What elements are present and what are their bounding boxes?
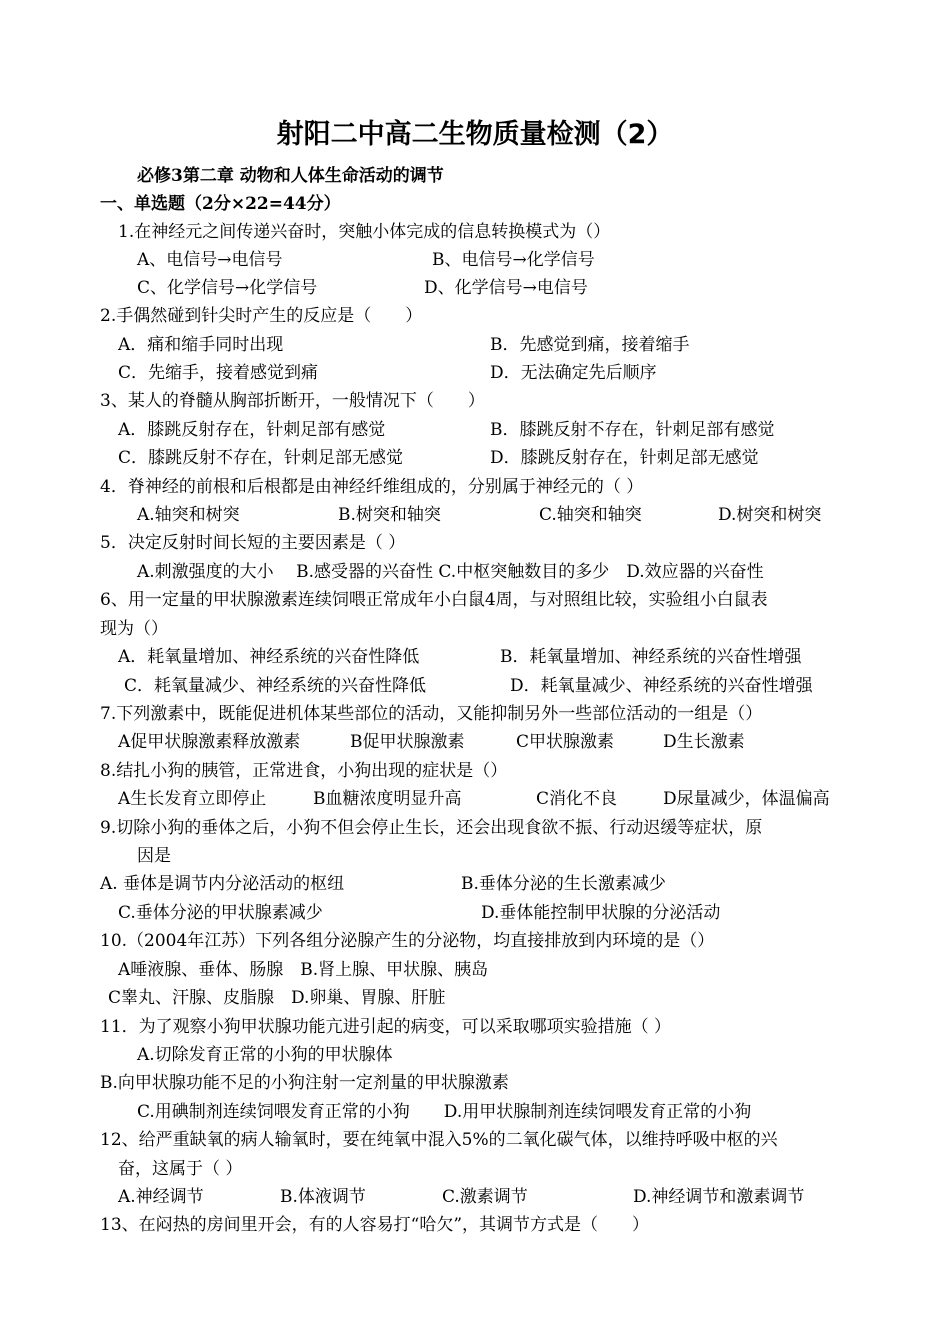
question-6-option-d: D．耗氧量减少、神经系统的兴奋性增强 xyxy=(510,676,813,696)
question-4-option-b: B.树突和轴突 xyxy=(338,505,441,525)
question-4-option-d: D.树突和树突 xyxy=(718,505,822,525)
page-title: 射阳二中高二生物质量检测（2） xyxy=(276,119,674,150)
question-8-option-c: C消化不良 xyxy=(536,789,618,809)
question-5-options: A.刺激强度的大小 B.感受器的兴奋性 C.中枢突触数目的多少 D.效应器的兴奋性 xyxy=(137,562,764,582)
question-10-options-ab: A唾液腺、垂体、肠腺 B.肾上腺、甲状腺、胰岛 xyxy=(118,960,489,980)
question-10-stem: 10.（2004年江苏）下列各组分泌腺产生的分泌物，均直接排放到内环境的是（） xyxy=(100,931,715,951)
question-6-stem-line-1: 6、用一定量的甲状腺激素连续饲喂正常成年小白鼠4周，与对照组比较，实验组小白鼠表 xyxy=(100,590,768,610)
question-10-options-cd: C睾丸、汗腺、皮脂腺 D.卵巢、胃腺、肝脏 xyxy=(108,988,446,1008)
chapter-subtitle: 必修3第二章 动物和人体生命活动的调节 xyxy=(137,166,444,186)
question-1-stem: 1.在神经元之间传递兴奋时，突触小体完成的信息转换模式为（） xyxy=(118,222,611,242)
question-4-option-c: C.轴突和轴突 xyxy=(539,505,642,525)
question-7-option-c: C甲状腺激素 xyxy=(516,732,615,752)
question-8-stem: 8.结扎小狗的胰管，正常进食，小狗出现的症状是（） xyxy=(100,761,508,781)
question-12-stem-line-1: 12、给严重缺氧的病人输氧时，要在纯氧中混入5%的二氧化碳气体，以维持呼吸中枢的兴 xyxy=(100,1130,778,1150)
question-12-option-a: A.神经调节 xyxy=(118,1187,204,1207)
question-6-option-c: C．耗氧量减少、神经系统的兴奋性降低 xyxy=(124,676,427,696)
question-1-option-c: C、化学信号→化学信号 xyxy=(137,278,318,298)
question-11-option-a: A.切除发育正常的小狗的甲状腺体 xyxy=(137,1045,393,1065)
question-3-stem: 3、某人的脊髓从胸部折断开，一般情况下（ ） xyxy=(100,391,485,411)
question-7-option-d: D生长激素 xyxy=(663,732,745,752)
question-11-stem: 11．为了观察小狗甲状腺功能亢进引起的病变，可以采取哪项实验措施（ ） xyxy=(100,1017,672,1037)
question-3-option-d: D．膝跳反射存在，针刺足部无感觉 xyxy=(490,448,759,468)
question-1-option-b: B、电信号→化学信号 xyxy=(432,250,595,270)
section-heading: 一、单选题（2分×22=44分） xyxy=(100,194,341,214)
question-2-option-b: B．先感觉到痛，接着缩手 xyxy=(490,335,690,355)
question-2-option-d: D．无法确定先后顺序 xyxy=(490,363,657,383)
question-11-option-b: B.向甲状腺功能不足的小狗注射一定剂量的甲状腺激素 xyxy=(100,1073,509,1093)
question-1-option-a: A、电信号→电信号 xyxy=(137,250,283,270)
question-9-option-d: D.垂体能控制甲状腺的分泌活动 xyxy=(481,903,721,923)
question-7-option-b: B促甲状腺激素 xyxy=(350,732,465,752)
question-11-options-cd: C.用碘制剂连续饲喂发育正常的小狗 D.用甲状腺制剂连续饲喂发育正常的小狗 xyxy=(137,1102,752,1122)
question-13-stem: 13、在闷热的房间里开会，有的人容易打“哈欠”，其调节方式是（ ） xyxy=(100,1215,650,1235)
question-3-option-b: B．膝跳反射不存在，针刺足部有感觉 xyxy=(490,420,775,440)
question-6-option-b: B．耗氧量增加、神经系统的兴奋性增强 xyxy=(500,647,802,667)
question-7-stem: 7.下列激素中，既能促进机体某些部位的活动，又能抑制另外一些部位活动的一组是（） xyxy=(100,704,763,724)
question-8-option-b: B血糖浓度明显升高 xyxy=(313,789,462,809)
question-7-option-a: A促甲状腺激素释放激素 xyxy=(118,732,301,752)
question-1-option-d: D、化学信号→电信号 xyxy=(424,278,588,298)
question-4-stem: 4．脊神经的前根和后根都是由神经纤维组成的，分别属于神经元的（ ） xyxy=(100,477,644,497)
question-9-stem-line-2: 因是 xyxy=(137,846,171,866)
question-9-option-b: B.垂体分泌的生长激素减少 xyxy=(461,874,666,894)
question-8-option-d: D尿量减少，体温偏高 xyxy=(663,789,830,809)
question-3-option-c: C．膝跳反射不存在，针刺足部无感觉 xyxy=(118,448,404,468)
question-12-option-b: B.体液调节 xyxy=(280,1187,366,1207)
question-4-option-a: A.轴突和树突 xyxy=(137,505,240,525)
question-9-stem-line-1: 9.切除小狗的垂体之后，小狗不但会停止生长，还会出现食欲不振、行动迟缓等症状，原 xyxy=(100,818,763,838)
question-12-option-d: D.神经调节和激素调节 xyxy=(633,1187,805,1207)
question-8-option-a: A生长发育立即停止 xyxy=(118,789,267,809)
question-9-option-c: C.垂体分泌的甲状腺素减少 xyxy=(118,903,323,923)
question-12-option-c: C.激素调节 xyxy=(442,1187,528,1207)
question-6-option-a: A．耗氧量增加、神经系统的兴奋性降低 xyxy=(118,647,420,667)
question-5-stem: 5．决定反射时间长短的主要因素是（ ） xyxy=(100,533,406,553)
question-2-option-c: C．先缩手，接着感觉到痛 xyxy=(118,363,319,383)
question-2-stem: 2.手偶然碰到针尖时产生的反应是（ ） xyxy=(100,306,423,326)
question-9-option-a: A. 垂体是调节内分泌活动的枢纽 xyxy=(100,874,345,894)
question-12-stem-line-2: 奋，这属于（ ） xyxy=(118,1159,243,1179)
question-6-stem-line-2: 现为（） xyxy=(100,619,168,639)
question-2-option-a: A．痛和缩手同时出现 xyxy=(118,335,284,355)
question-3-option-a: A．膝跳反射存在，针刺足部有感觉 xyxy=(118,420,386,440)
